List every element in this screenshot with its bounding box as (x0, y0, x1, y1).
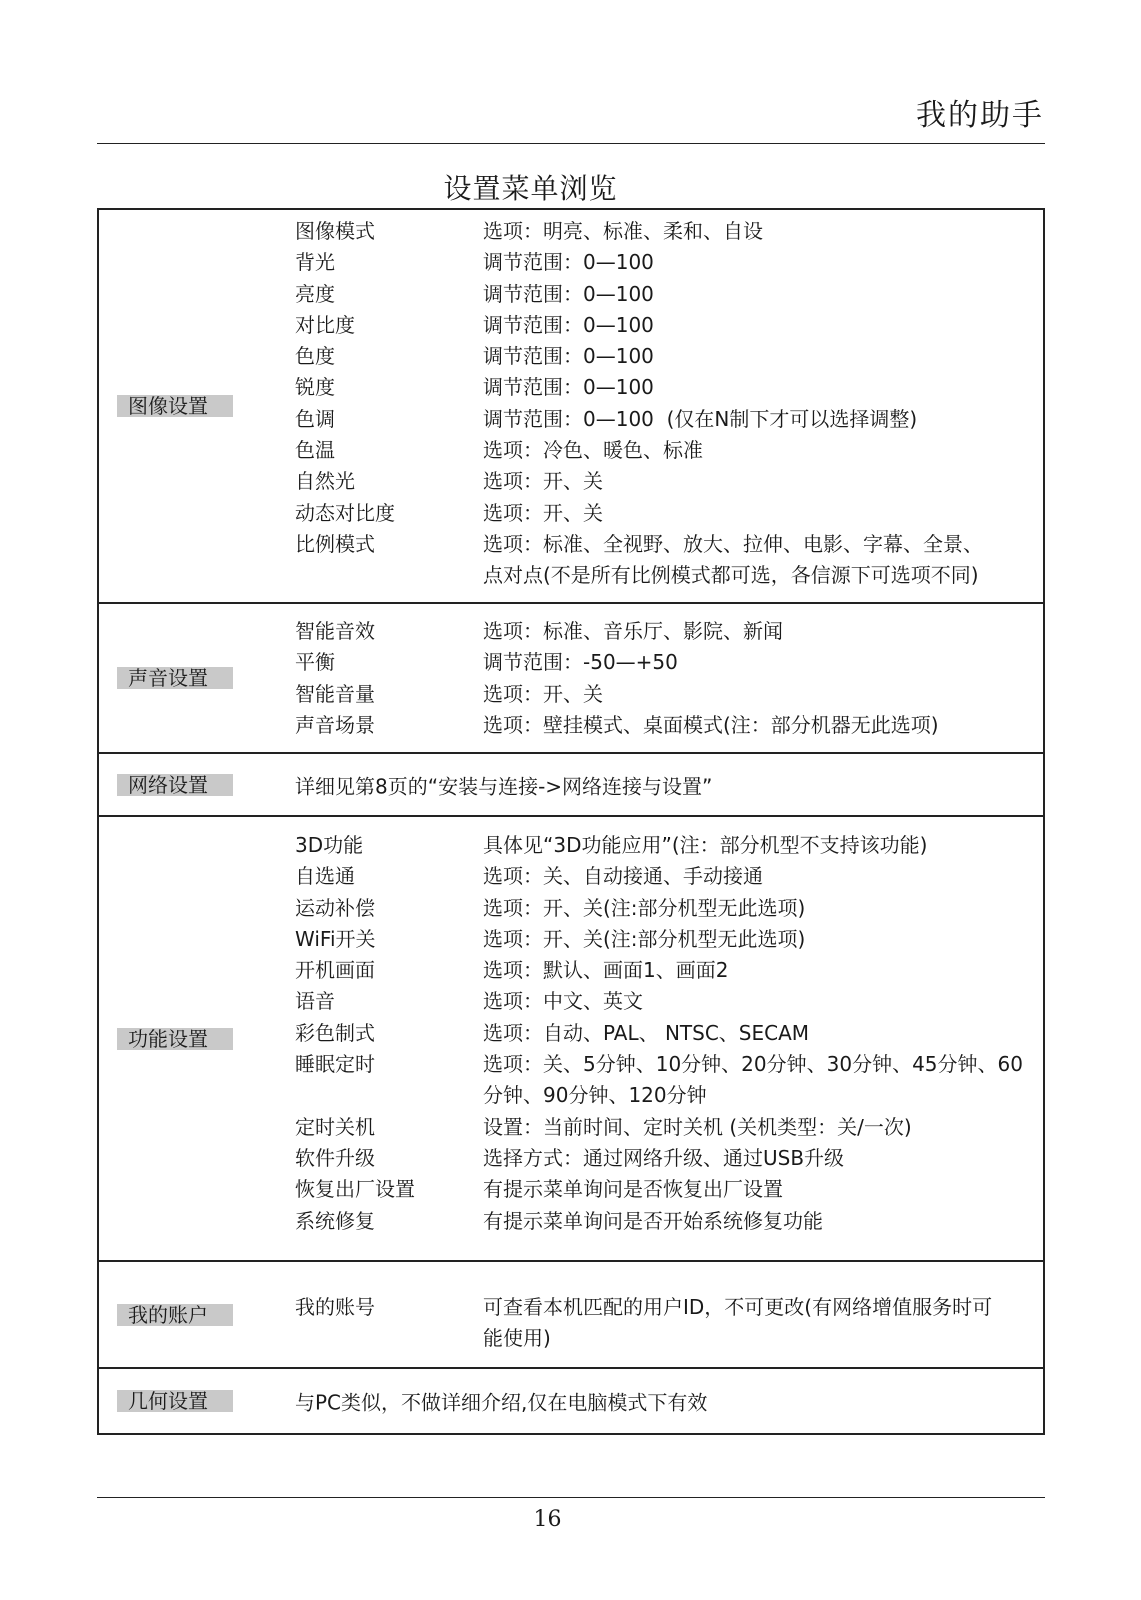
setting-name: 开机画面 (295, 958, 375, 983)
setting-description: 选项：开、关 (483, 681, 603, 706)
setting-row (295, 1018, 1043, 1049)
category-label-account: 我的账户 (117, 1304, 233, 1326)
setting-description: 可查看本机匹配的用户ID，不可更改(有网络增值服务时可 能使用) (483, 1295, 993, 1351)
setting-row (295, 893, 1043, 924)
setting-description: 选项：标准、全视野、放大、拉伸、电影、字幕、全景、 点对点(不是所有比例模式都可选，各信源下可选项不同) (483, 531, 983, 588)
image-settings-list (99, 216, 1043, 592)
header-divider (97, 143, 1045, 144)
setting-description: 选项：中文、英文 (483, 989, 643, 1014)
category-label-function: 功能设置 (117, 1028, 233, 1050)
setting-description: 选项：自动、PAL、 NTSC、SECAM (483, 1020, 810, 1045)
setting-name: 对比度 (295, 312, 355, 337)
setting-row (295, 1112, 1043, 1143)
setting-row (295, 1174, 1043, 1205)
setting-description: 选项：壁挂模式、桌面模式(注：部分机器无此选项) (483, 712, 939, 737)
page-number: 16 (533, 1507, 562, 1532)
setting-row (295, 529, 1043, 592)
section-network-settings (99, 754, 1043, 817)
setting-row (295, 1292, 1043, 1355)
setting-name: 软件升级 (295, 1145, 375, 1170)
setting-name: 声音场景 (295, 712, 375, 737)
setting-row (295, 216, 1043, 247)
setting-description: 选项：开、关(注:部分机型无此选项) (483, 926, 806, 951)
settings-menu-table (97, 208, 1045, 1435)
category-label-sound: 声音设置 (117, 667, 233, 689)
setting-name: 我的账号 (295, 1295, 375, 1319)
setting-description: 选项：开、关 (483, 469, 603, 494)
setting-row (295, 1143, 1043, 1174)
setting-row (295, 279, 1043, 310)
setting-name: 睡眠定时 (295, 1052, 375, 1077)
header-title: 我的助手 (916, 98, 1044, 133)
setting-name: 色调 (295, 406, 335, 431)
setting-name: 自然光 (295, 469, 355, 494)
setting-description: 选项：默认、画面1、画面2 (483, 958, 729, 983)
setting-description: 选项：开、关 (483, 500, 603, 525)
section-geometry-settings (99, 1369, 1043, 1433)
sound-settings-list (99, 616, 1043, 741)
setting-name: 锐度 (295, 375, 335, 400)
setting-row (295, 435, 1043, 466)
setting-description: 选项：开、关(注:部分机型无此选项) (483, 895, 806, 920)
setting-name: 系统修复 (295, 1208, 375, 1233)
setting-name: 动态对比度 (295, 500, 395, 525)
setting-name: 平衡 (295, 650, 335, 675)
page-title: 设置菜单浏览 (443, 172, 618, 205)
setting-row (295, 955, 1043, 986)
setting-description: 调节范围：0—100 (483, 375, 654, 400)
setting-name: 色温 (295, 438, 335, 463)
account-settings-list (99, 1292, 1043, 1355)
setting-row (295, 924, 1043, 955)
setting-row (295, 310, 1043, 341)
setting-name: 智能音效 (295, 619, 375, 643)
section-sound-settings (99, 604, 1043, 754)
setting-name: 自选通 (295, 864, 355, 889)
setting-description: 选项：标准、音乐厅、影院、新闻 (483, 619, 783, 643)
setting-name: 定时关机 (295, 1114, 375, 1139)
footer-divider (97, 1497, 1045, 1498)
setting-name: 色度 (295, 344, 335, 369)
setting-row (295, 616, 1043, 647)
setting-name: 恢复出厂设置 (295, 1177, 415, 1202)
setting-description: 选择方式：通过网络升级、通过USB升级 (483, 1145, 845, 1170)
setting-name: WiFi开关 (295, 926, 376, 951)
setting-description: 选项：关、5分钟、10分钟、20分钟、30分钟、45分钟、60 分钟、90分钟、120分钟 (483, 1052, 1023, 1108)
setting-row (295, 830, 1043, 861)
setting-row (295, 372, 1043, 403)
function-settings-list (99, 830, 1043, 1237)
setting-row (295, 247, 1043, 278)
setting-row (295, 404, 1043, 435)
setting-name: 背光 (295, 250, 335, 275)
setting-description: 调节范围：0—100 (仅在N制下才可以选择调整) (483, 406, 918, 431)
setting-name: 图像模式 (295, 219, 375, 243)
category-label-image: 图像设置 (117, 395, 233, 417)
setting-row (295, 1049, 1043, 1112)
setting-row (295, 986, 1043, 1017)
setting-description: 设置：当前时间、定时关机 (关机类型：关/一次) (483, 1114, 912, 1139)
setting-row (295, 341, 1043, 372)
network-settings-text: 详细见第8页的“安装与连接->网络连接与设置” (295, 774, 713, 798)
setting-description: 选项：明亮、标准、柔和、自设 (483, 219, 763, 243)
setting-description: 调节范围：0—100 (483, 312, 654, 337)
category-label-geometry: 几何设置 (117, 1390, 233, 1412)
setting-name: 亮度 (295, 281, 335, 306)
setting-description: 有提示菜单询问是否开始系统修复功能 (483, 1208, 823, 1233)
setting-description: 选项：关、自动接通、手动接通 (483, 864, 763, 889)
category-label-network: 网络设置 (117, 774, 233, 796)
section-image-settings (99, 210, 1043, 604)
setting-description: 调节范围：0—100 (483, 250, 654, 275)
setting-description: 调节范围：-50—+50 (483, 650, 678, 675)
section-account-settings (99, 1262, 1043, 1369)
setting-name: 语音 (295, 989, 335, 1014)
setting-row (295, 498, 1043, 529)
setting-name: 3D功能 (295, 833, 364, 857)
setting-row (295, 1206, 1043, 1237)
setting-row (295, 647, 1043, 678)
setting-row (295, 466, 1043, 497)
setting-row (295, 861, 1043, 892)
section-function-settings (99, 817, 1043, 1262)
setting-description: 具体见“3D功能应用”(注：部分机型不支持该功能) (483, 833, 928, 857)
setting-row (295, 679, 1043, 710)
setting-name: 比例模式 (295, 531, 375, 556)
setting-name: 智能音量 (295, 681, 375, 706)
setting-description: 有提示菜单询问是否恢复出厂设置 (483, 1177, 783, 1202)
setting-description: 选项：冷色、暖色、标准 (483, 438, 703, 463)
setting-row (295, 710, 1043, 741)
setting-description: 调节范围：0—100 (483, 344, 654, 369)
setting-name: 运动补偿 (295, 895, 375, 920)
setting-description: 调节范围：0—100 (483, 281, 654, 306)
setting-name: 彩色制式 (295, 1020, 375, 1045)
geometry-settings-text: 与PC类似，不做详细介绍,仅在电脑模式下有效 (295, 1390, 708, 1415)
